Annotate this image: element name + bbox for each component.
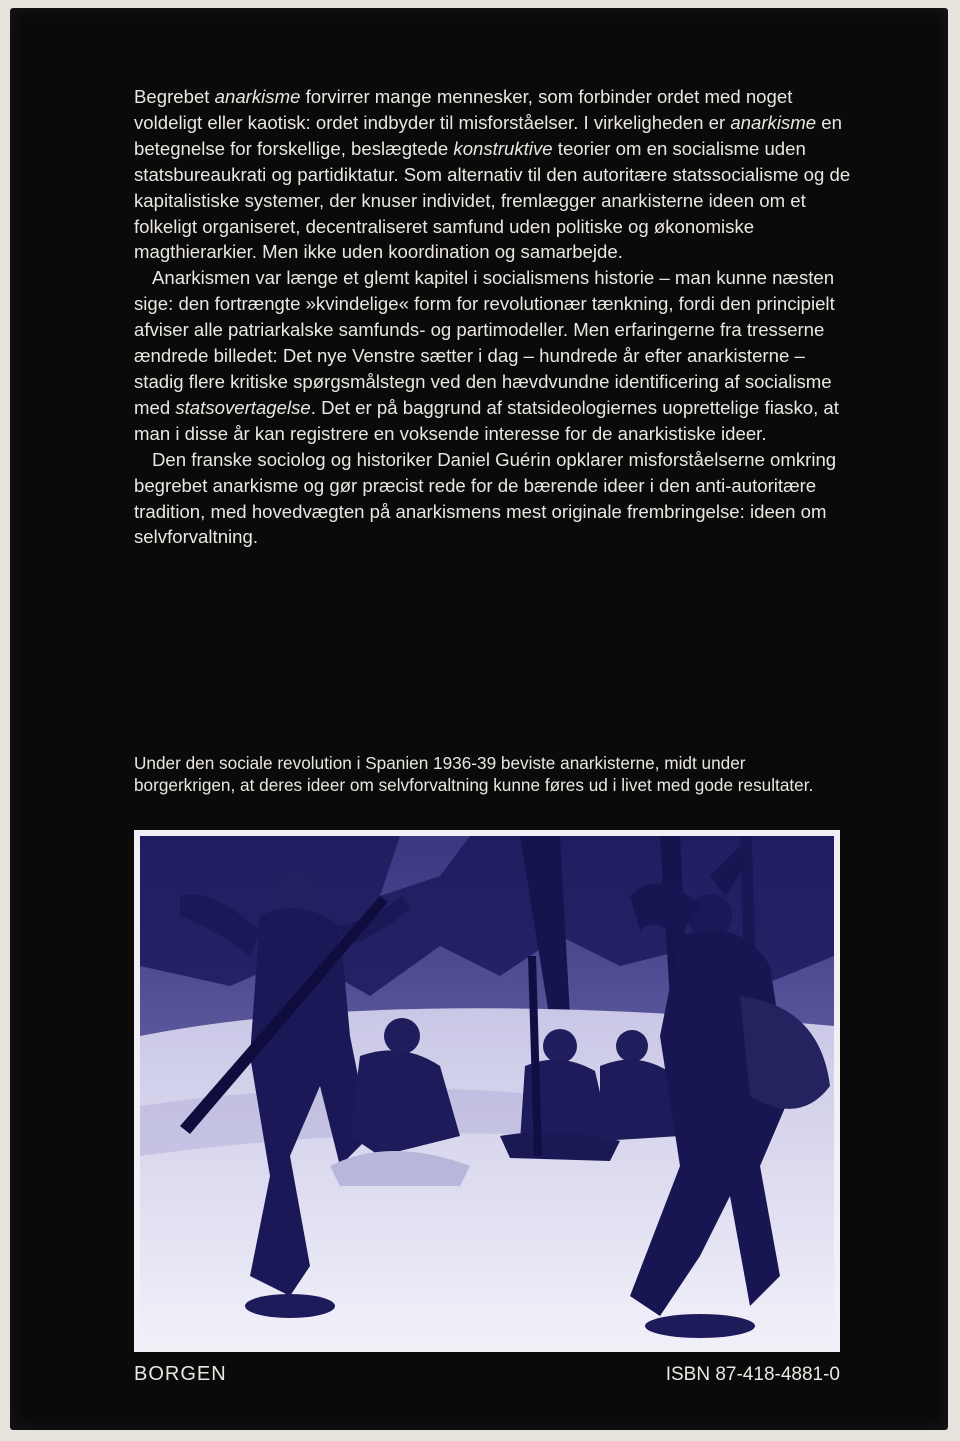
publisher-name: BORGEN [134, 1363, 227, 1385]
blurb-text [134, 84, 854, 550]
blurb-paragraph: Den franske sociolog og historiker Daniel Guérin opklarer misforståelserne omkring begrebet anarkisme og gør præcist rede for de bærende ideer i den anti-autoritære tradition, med hovedvægten på anarkismens mest originale frembringelse: ideen om selvforvaltning. [134, 448, 837, 548]
isbn-number: ISBN 87-418-4881-0 [665, 1364, 840, 1385]
photograph [140, 836, 834, 1346]
photo-frame [134, 830, 840, 1352]
blurb-paragraph: Anarkismen var længe et glemt kapitel i socialismens historie – man kunne næsten sige: den fortrængte »kvindelige« form for revolutionær tænkning, fordi den principielt afviser alle patriarkalske samfunds- og partimodeller. Men erfaringerne fra tresserne ændrede billedet: Det nye Venstre sætter i dag – hundrede år efter anarkisterne – stadig flere kritiske spørgsmålstegn ved den hævdvundne identificering af socialisme med statsovertagelse. Det er på baggrund af statsideologiernes uoprettelige fiasko, at man i disse år kan registrere en voksende interesse for de anarkistiske ideer. [134, 267, 839, 444]
emphasis-text: konstruktive [453, 137, 553, 159]
emphasis-text: anarkisme [214, 86, 301, 107]
back-cover [10, 8, 948, 1430]
blurb-paragraph: Begrebet anarkisme forvirrer mange mennesker, som forbinder ordet med noget voldeligt eller kaotisk: ordet indbyder til misforståelser. I virkeligheden er anarkisme en betegnelse for forskellige, beslægtede konstruktive teorier om en socialisme uden statsbureaukrati og partidiktatur. Som alternativ til den autoritære statssocialisme og de kapitalistiske systemer, der knuser individet, fremlægger anarkisterne ideen om et folkeligt organiseret, decentraliseret samfund uden politiske og økonomiske magthierarkier. Men ikke uden koordination og samarbejde. [134, 86, 851, 263]
emphasis-text: anarkisme [730, 111, 817, 133]
photo-caption: Under den sociale revolution i Spanien 1936-39 beviste anarkisterne, midt under borgerkrigen, at deres ideer om selvforvaltning kunne føres ud i livet med gode resultater. [134, 753, 814, 795]
emphasis-text: statsovertagelse [175, 396, 311, 418]
